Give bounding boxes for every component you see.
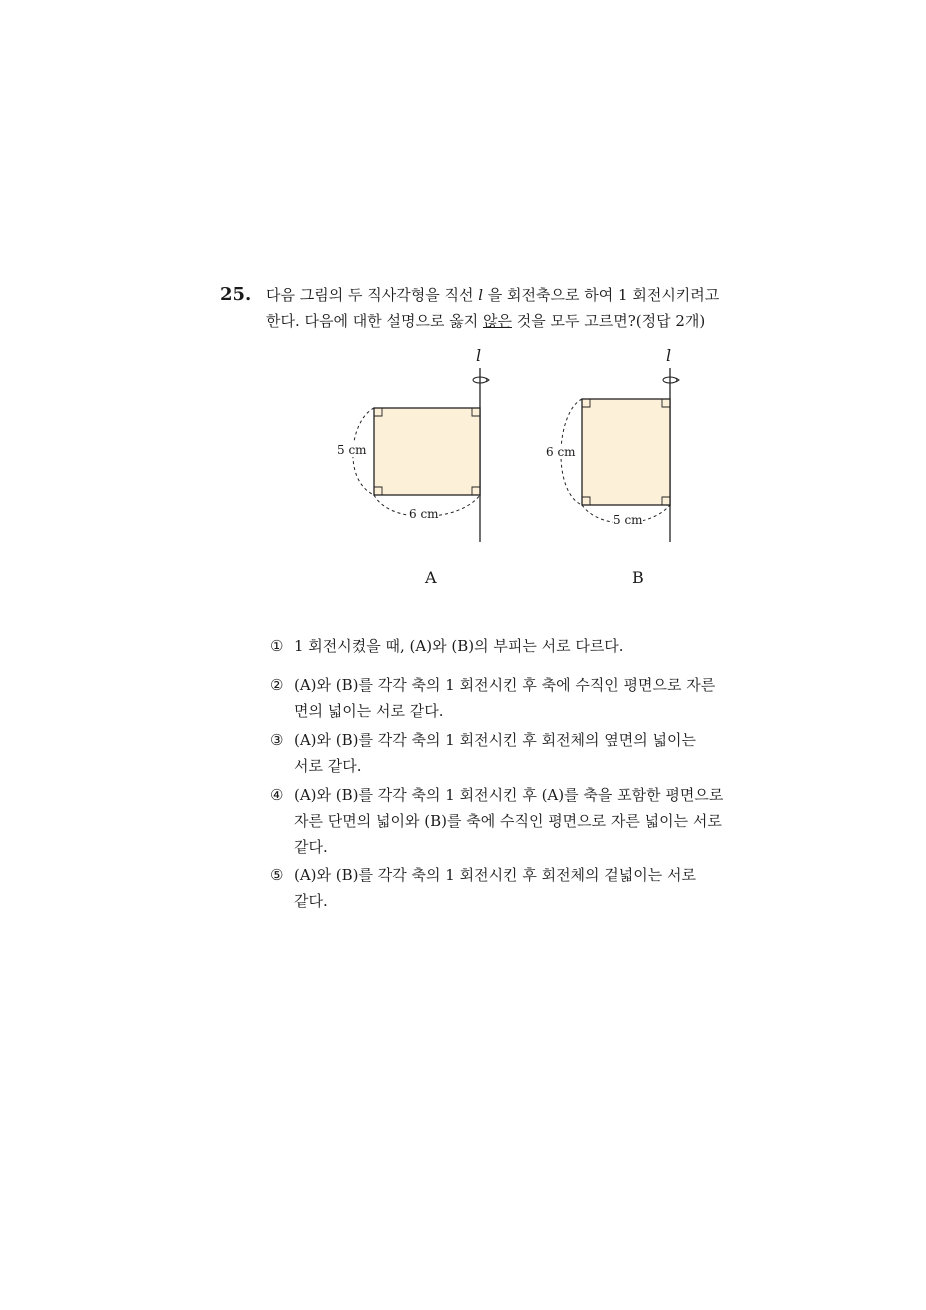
rotation-arrow-icon	[663, 377, 677, 383]
question-line-1	[266, 285, 719, 305]
figure-label-b: B	[632, 568, 644, 587]
height-label-b: 6 cm	[546, 445, 576, 459]
option-4-line-2: 자른 단면의 넓이와 (B)를 축에 수직인 평면으로 자른 넓이는 서로	[294, 812, 722, 830]
width-label-a: 6 cm	[409, 507, 439, 521]
rect-b	[582, 399, 670, 505]
question-line-1-part-b: 을 회전축으로 하여 1 회전시키려고	[483, 286, 720, 304]
option-2-line-1: (A)와 (B)를 각각 축의 1 회전시킨 후 축에 수직인 평면으로 자른	[294, 676, 716, 694]
option-1-line-1: 1 회전시켰을 때, (A)와 (B)의 부피는 서로 다르다.	[294, 637, 624, 655]
question-line-2-part-a: 한다. 다음에 대한 설명으로 옳지	[266, 312, 483, 330]
axis-variable: l	[478, 286, 484, 304]
option-5-line-2: 같다.	[294, 892, 328, 910]
rect-a	[374, 408, 480, 495]
option-4-line-1: (A)와 (B)를 각각 축의 1 회전시킨 후 (A)를 축을 포함한 평면으로	[294, 786, 724, 804]
question-line-1-part-a: 다음 그림의 두 직사각형을 직선	[266, 286, 479, 304]
option-5-mark: ⑤	[270, 866, 284, 884]
axis-label-b: l	[666, 346, 672, 365]
option-2-line-2: 면의 넓이는 서로 같다.	[294, 702, 444, 720]
option-3-line-2: 서로 같다.	[294, 757, 362, 775]
option-4-mark: ④	[270, 786, 284, 804]
figure-label-a: A	[425, 568, 437, 587]
option-4-line-3: 같다.	[294, 838, 328, 856]
question-line-2-part-b: 것을 모두 고르면?(정답 2개)	[511, 312, 706, 330]
option-5-line-1: (A)와 (B)를 각각 축의 1 회전시킨 후 회전체의 겉넓이는 서로	[294, 866, 697, 884]
option-3-mark: ③	[270, 731, 284, 749]
question-number: 25.	[220, 284, 252, 305]
question-line-2	[266, 311, 705, 331]
height-label-a: 5 cm	[337, 443, 367, 457]
underlined-word: 않은	[482, 312, 512, 330]
axis-label-a: l	[476, 346, 482, 365]
rotation-arrow-icon	[473, 377, 487, 383]
option-3-line-1: (A)와 (B)를 각각 축의 1 회전시킨 후 회전체의 옆면의 넓이는	[294, 731, 697, 749]
width-label-b: 5 cm	[613, 513, 643, 527]
option-2-mark: ②	[270, 676, 284, 694]
option-1-mark: ①	[270, 637, 284, 655]
